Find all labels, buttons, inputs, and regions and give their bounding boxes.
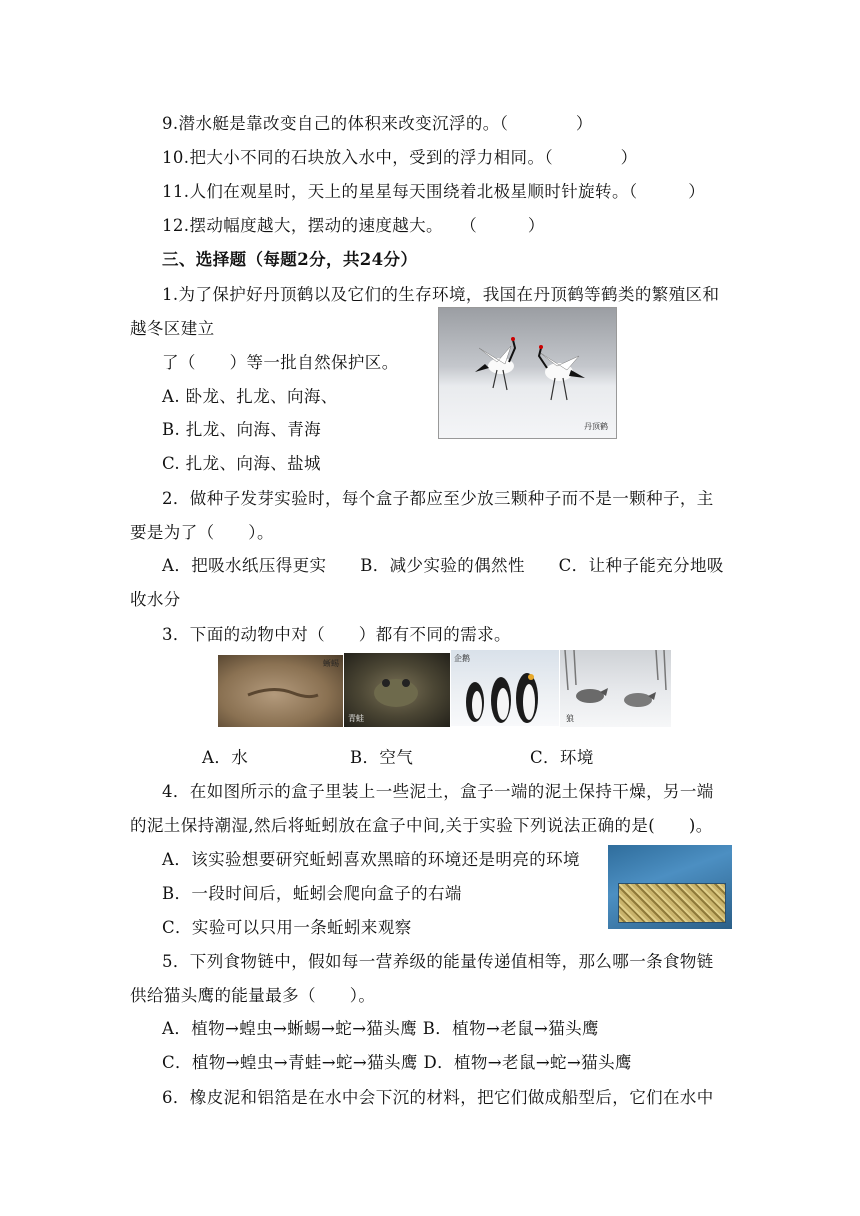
question-12: 12.摆动幅度越大，摆动的速度越大。 （ ） [162, 216, 545, 235]
q5-line1: 5．下列食物链中，假如每一营养级的能量传递值相等，那么哪一条食物链 [162, 952, 714, 971]
q1-option-b: B. 扎龙、向海、青海 [162, 420, 322, 439]
question-9: 9.潜水艇是靠改变自己的体积来改变沉浮的。（ ） [162, 114, 593, 133]
q1-line2: 越冬区建立 [130, 319, 215, 338]
wolf-photo [560, 650, 671, 727]
wolf-caption: 狼 [566, 714, 574, 723]
q1-option-c: C. 扎龙、向海、盐城 [162, 454, 321, 473]
q5-line4: C．植物→蝗虫→青蛙→蛇→猫头鹰 D．植物→老鼠→蛇→猫头鹰 [162, 1053, 632, 1072]
q3-option-a: A．水 [202, 748, 249, 767]
q2-line1: 2．做种子发芽实验时，每个盒子都应至少放三颗种子而不是一颗种子，主 [162, 489, 714, 508]
q2-line4: 收水分 [130, 590, 181, 609]
crane-illustration [439, 308, 616, 438]
section-title: 三、选择题（每题2分，共24分） [162, 250, 418, 269]
question-11: 11.人们在观星时，天上的星星每天围绕着北极星顺时针旋转。（ ） [162, 182, 706, 201]
q5-line2: 供给猫头鹰的能量最多（ ）。 [130, 986, 376, 1005]
q2-options: A．把吸水纸压得更实 B．减少实验的偶然性 C．让种子能充分地吸 [162, 556, 724, 575]
q3-option-c: C．环境 [530, 748, 594, 767]
penguin-photo [451, 650, 559, 726]
crane-photo [438, 307, 617, 439]
q4-option-b: B．一段时间后，蚯蚓会爬向盒子的右端 [162, 884, 462, 903]
q4-option-a: A．该实验想要研究蚯蚓喜欢黑暗的环境还是明亮的环境 [162, 850, 580, 869]
q1-option-a: A. 卧龙、扎龙、向海、 [162, 387, 338, 406]
q2-line2: 要是为了（ ）。 [130, 523, 274, 542]
q4-line1: 4．在如图所示的盒子里装上一些泥土，盒子一端的泥土保持干燥，另一端 [162, 782, 714, 801]
earthworm-box-photo [608, 845, 732, 929]
q3-option-b: B．空气 [350, 748, 414, 767]
soil-tray [618, 883, 726, 923]
q3-line1: 3．下面的动物中对（ ）都有不同的需求。 [162, 625, 511, 644]
q4-line2: 的泥土保持潮湿,然后将蚯蚓放在盒子中间,关于实验下列说法正确的是( )。 [130, 816, 713, 835]
penguin-caption: 企鹅 [454, 654, 470, 663]
q5-line3: A．植物→蝗虫→蜥蜴→蛇→猫头鹰 B．植物→老鼠→猫头鹰 [162, 1019, 599, 1038]
crane-caption: 丹顶鹤 [584, 422, 608, 431]
lizard-caption: 蜥蜴 [323, 659, 339, 668]
q1-line1: 1.为了保护好丹顶鹤以及它们的生存环境，我国在丹顶鹤等鹤类的繁殖区和 [162, 285, 720, 304]
frog-photo [344, 653, 450, 727]
frog-caption: 青蛙 [348, 714, 364, 723]
question-10: 10.把大小不同的石块放入水中，受到的浮力相同。（ ） [162, 148, 638, 167]
q6-line1: 6．橡皮泥和铝箔是在水中会下沉的材料，把它们做成船型后，它们在水中 [162, 1088, 714, 1107]
q4-option-c: C．实验可以只用一条蚯蚓来观察 [162, 918, 412, 937]
wolf-illustration [560, 650, 671, 727]
lizard-photo [218, 655, 343, 727]
q1-line3: 了（ ）等一批自然保护区。 [162, 353, 399, 372]
